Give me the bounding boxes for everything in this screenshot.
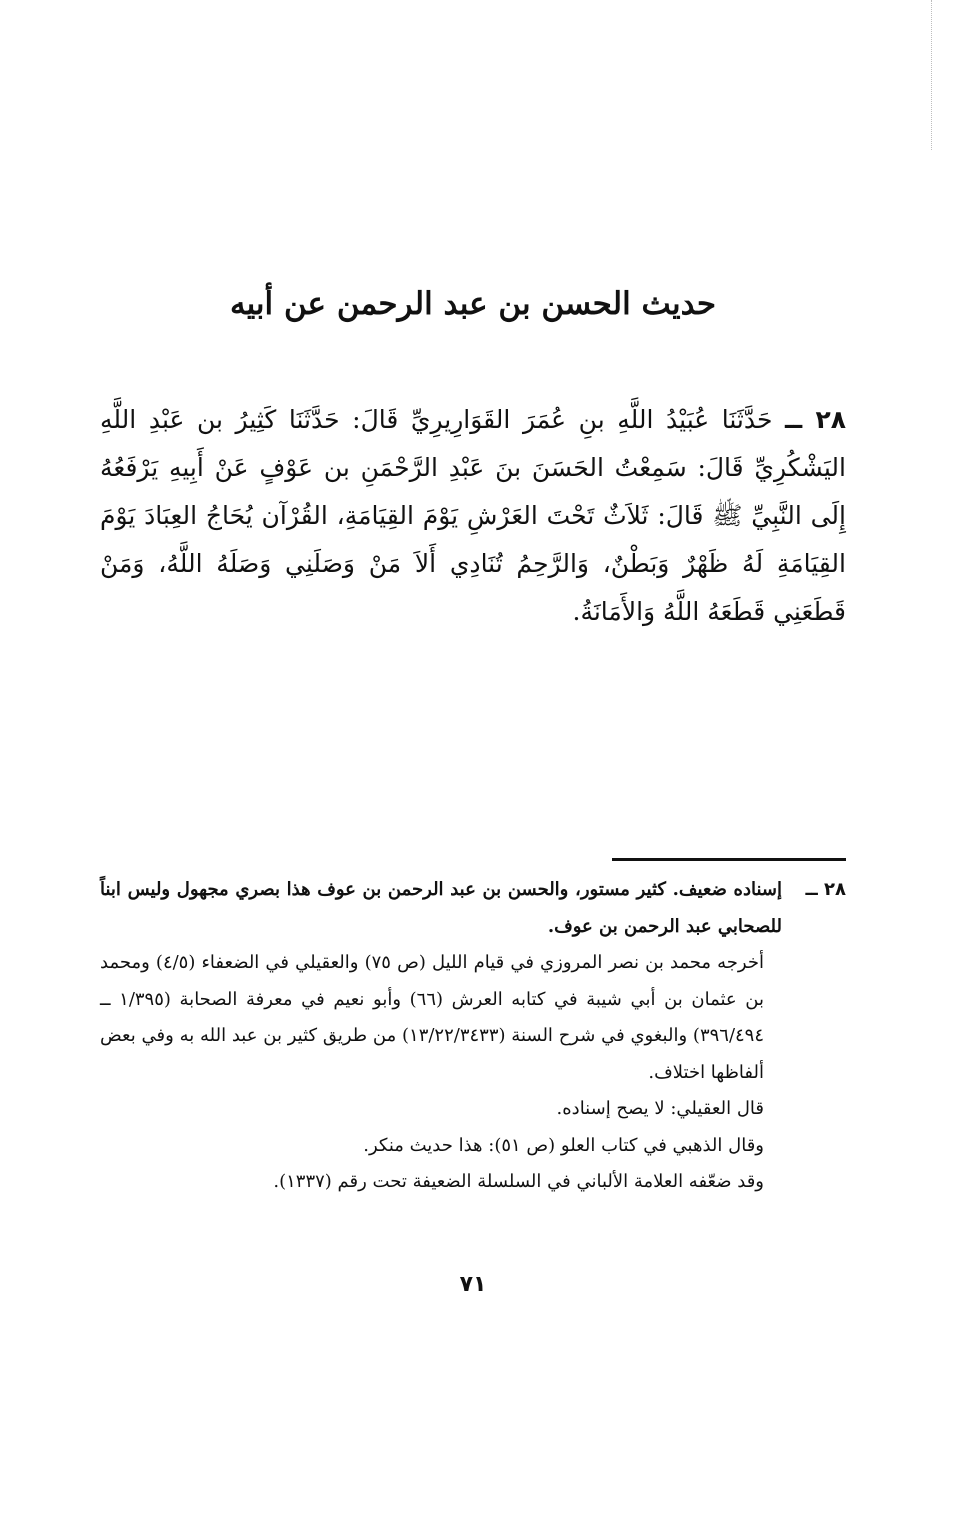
hadith-paragraph (100, 396, 846, 636)
footnote-uqayli-quote: قال العقيلي: لا يصح إسناده. (556, 1098, 764, 1119)
footnote-number: ٢٨ ــ (805, 879, 846, 900)
book-page (100, 0, 846, 1517)
hadith-text: حَدَّثَنَا عُبَيْدُ اللَّهِ بنِ عُمَرَ القَوَارِيرِيِّ قَالَ: حَدَّثَنَا كَثِيرُ بن عَبْدِ اللَّهِ اليَشْكُرِيِّ قَالَ: سَمِعْتُ الحَسَنَ بنَ عَبْدِ الرَّحْمَنِ بن عَوْفٍ عَنْ أَبِيهِ يَرْفَعُهُ إِلَى النَّبِيِّ ﷺ قَالَ: ثَلاَثٌ تَحْتَ العَرْشِ يَوْمَ القِيَامَةِ، القُرْآن يُحَاجُ العِبَادَ يَوْمَ القِيَامَةِ لَهُ ظَهْرٌ وَبَطْنٌ، وَالرَّحِمُ تُنَادِي أَلاَ مَنْ وَصَلَنِي وَصَلَهُ اللَّهُ، وَمَنْ قَطَعَنِي قَطَعَهُ اللَّهُ وَالأَمَانَةُ. (100, 405, 846, 626)
footnote-dhahabi-quote: وقال الذهبي في كتاب العلو (ص ٥١): هذا حديث منكر. (363, 1134, 764, 1156)
hadith-number: ٢٨ ــ (785, 405, 847, 434)
footnote-lead-text: إسناده ضعيف. كثير مستور، والحسن بن عبد الرحمن بن عوف هذا بصري مجهول وليس ابناً للصحابي عبد الرحمن بن عوف. (100, 879, 782, 937)
footnote-divider (612, 858, 846, 861)
footnote-heading (100, 872, 846, 945)
footnote-albani-note: وقد ضعّفه العلامة الألباني في السلسلة الضعيفة تحت رقم (١٣٣٧). (273, 1171, 764, 1192)
footnote-takhrij: أخرجه محمد بن نصر المروزي في قيام الليل (ص ٧٥) والعقيلي في الضعفاء (٤/٥) ومحمد بن عثمان بن أبي شيبة في كتابه العرش (٦٦) وأبو نعيم في معرفة الصحابة (١/٣٩٥ ــ ٣٩٦/٤٩٤) والبغوي في شرح السنة (١٣/٢٢/٣٤٣٣) من طريق كثير بن عبد الله به وفي بعض ألفاظها اختلاف. (100, 952, 765, 1083)
page-number: ٧١ (459, 1272, 487, 1297)
chapter-title: حديث الحسن بن عبد الرحمن عن أبيه (229, 286, 717, 322)
scan-edge-line (931, 0, 932, 150)
footnotes-section (100, 872, 846, 1201)
